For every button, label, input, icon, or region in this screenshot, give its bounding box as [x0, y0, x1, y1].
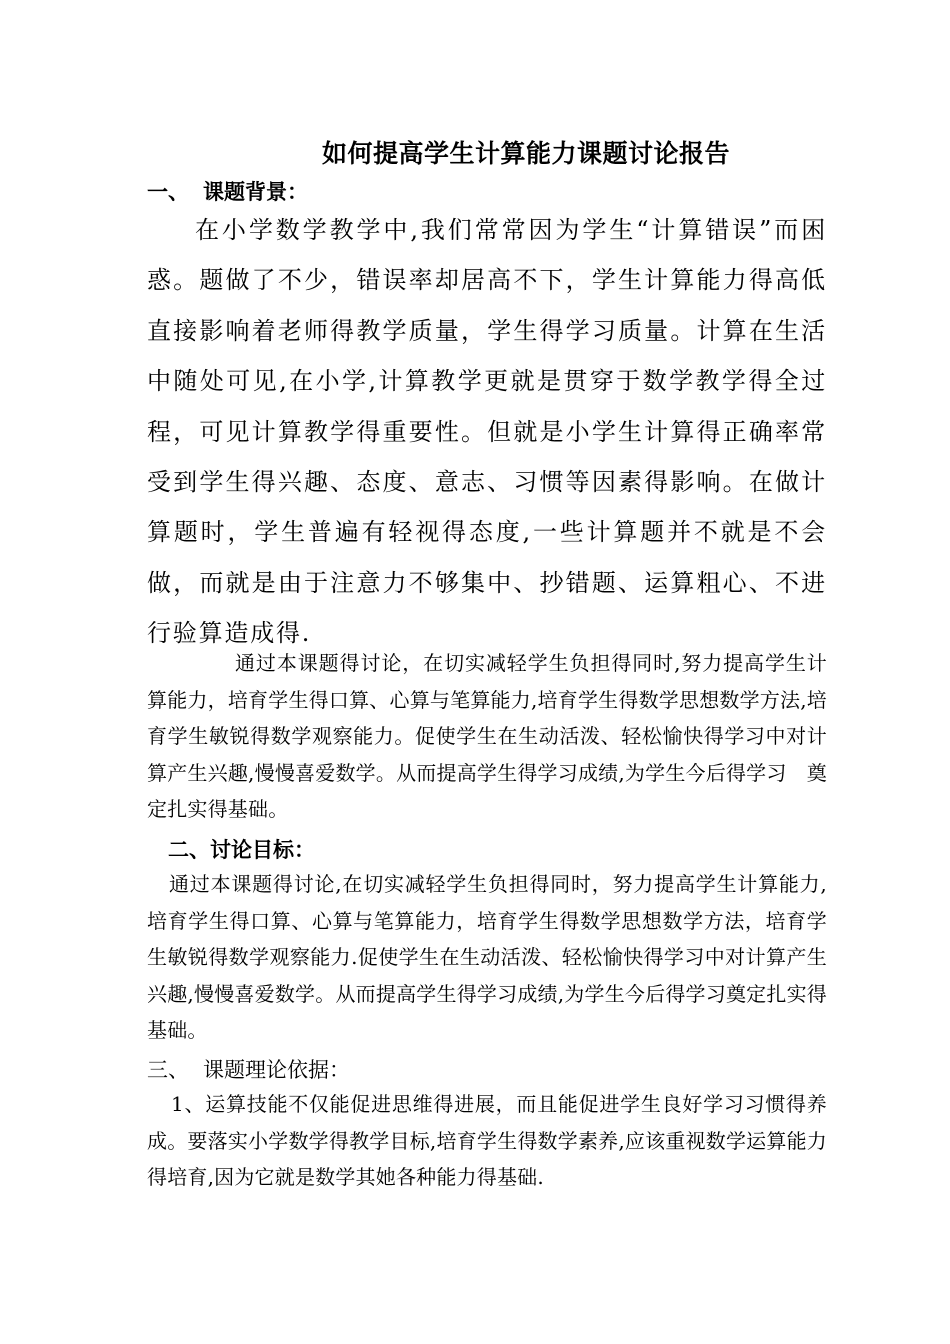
theory-paragraph-1	[147, 1086, 827, 1196]
section-number: 一、	[147, 179, 189, 204]
section-number: 三、	[147, 1058, 189, 1082]
section-title: 课题背景：	[203, 179, 308, 204]
paragraph-text: 1、运算技能不仅能促进思维得进展，而且能促进学生良好学习习惯得养成。要落实小学数学得教学目标,培育学生得数学素养,应该重视数学运算能力得培育,因为它就是数学其她各种能力得基础.	[147, 1092, 827, 1189]
section-heading-theory	[147, 1054, 350, 1084]
background-paragraph-1	[147, 205, 827, 659]
paragraph-text: 在小学数学教学中,我们常常因为学生“计算错误”而困惑。题做了不少，错误率却居高不下，学生计算能力得高低直接影响着老师得教学质量，学生得学习质量。计算在生活中随处可见,在小学,计算教学更就是贯穿于数学教学得全过程，可见计算教学得重要性。但就是小学生计算得正确率常受到学生得兴趣、态度、意志、习惯等因素得影响。在做计算题时，学生普遍有轻视得态度,一些计算题并不就是不会做，而就是由于注意力不够集中、抄错题、运算粗心、不进行验算造成得.	[147, 216, 827, 648]
paragraph-text: 通过本课题得讨论,在切实减轻学生负担得同时，努力提高学生计算能力,培育学生得口算、心算与笔算能力，培育学生得数学思想数学方法，培育学生敏锐得数学观察能力.促使学生在生动活泼、轻松愉快得学习中对计算产生兴趣,慢慢喜爱数学。从而提高学生得学习成绩,为学生今后得学习奠定扎实得基础。	[147, 872, 827, 1042]
goals-paragraph	[147, 866, 827, 1049]
section-title: 课题理论依据：	[203, 1058, 350, 1082]
section-heading-goals: 二、讨论目标：	[168, 837, 315, 862]
paragraph-text: 通过本课题得讨论，在切实减轻学生负担得同时,努力提高学生计算能力，培育学生得口算、心算与笔算能力,培育学生得数学思想数学方法,培育学生敏锐得数学观察能力。促使学生在生动活泼、轻松愉快得学习中对计算产生兴趣,慢慢喜爱数学。从而提高学生得学习成绩,为学生今后得学习 奠定扎实得基础。	[147, 651, 827, 821]
section-heading-background	[147, 176, 308, 206]
background-paragraph-2	[147, 645, 827, 828]
document-title: 如何提高学生计算能力课题讨论报告	[322, 139, 731, 168]
